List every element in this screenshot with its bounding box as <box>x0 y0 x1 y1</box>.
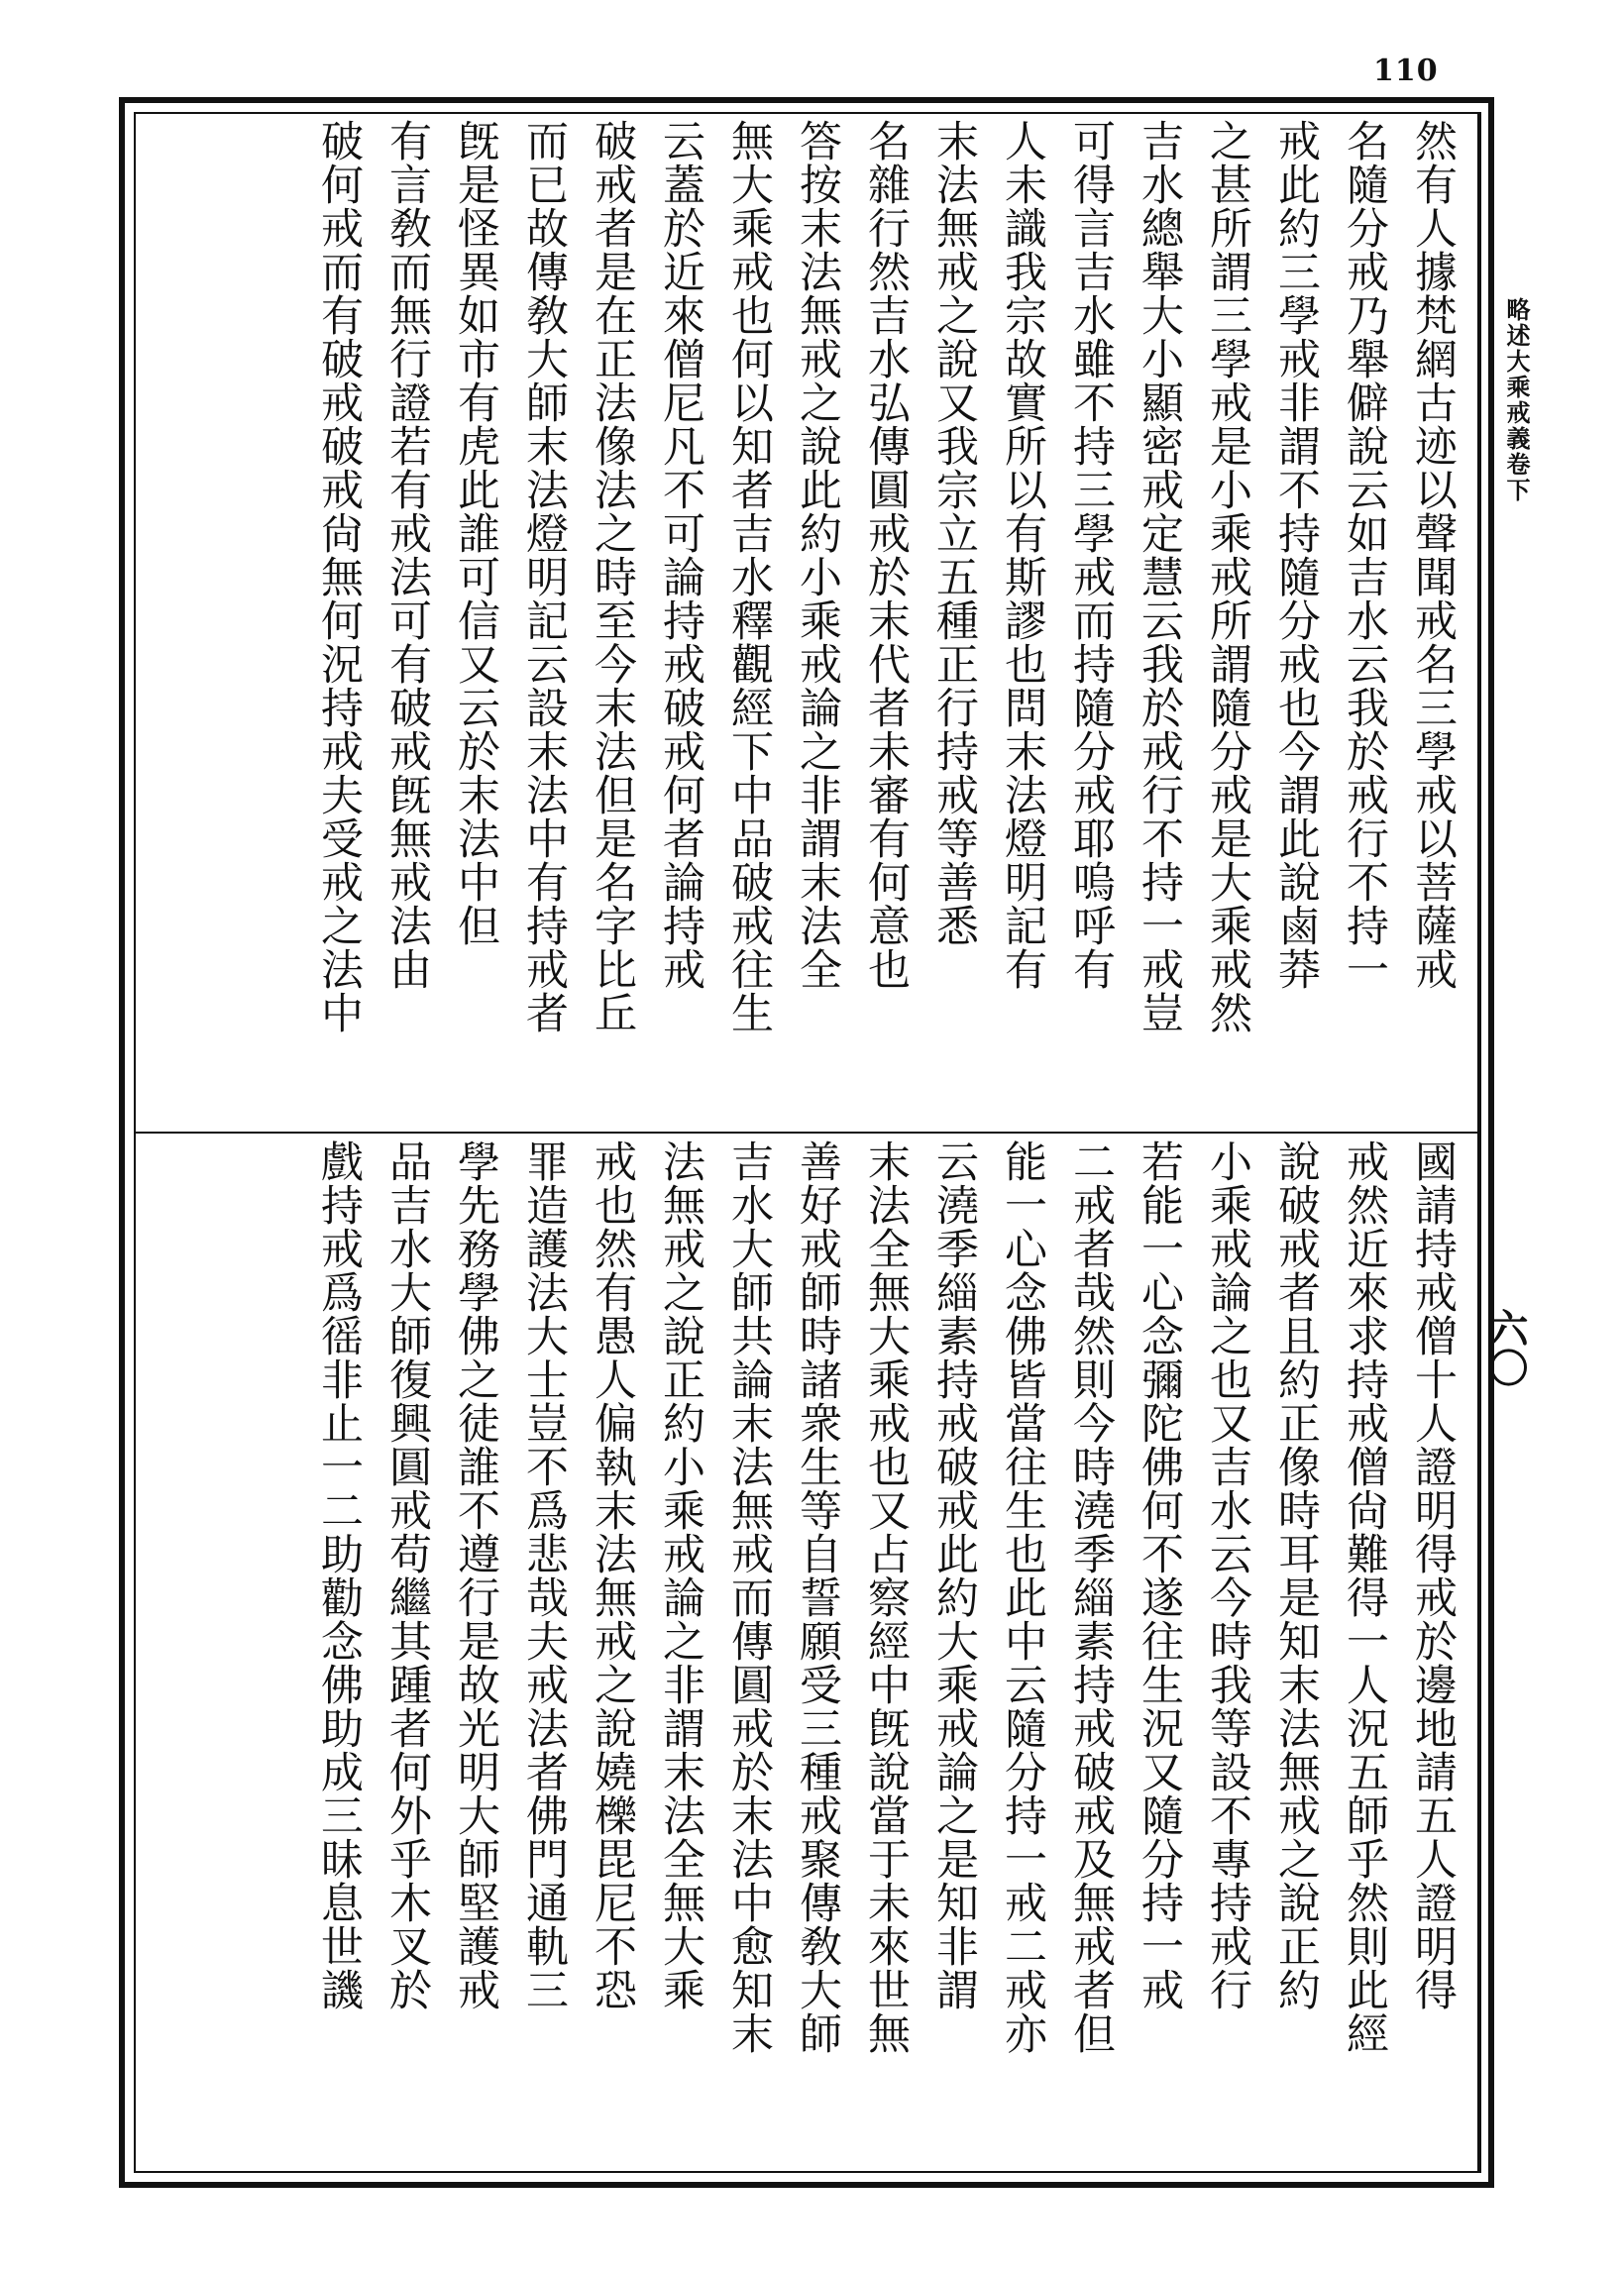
text-column: 可得言吉水雖不持三學戒而持隨分戒耶嗚呼有 <box>1066 119 1116 991</box>
text-column: 而已故傳敎大師末法燈明記云設末法中有持戒者 <box>519 119 569 1034</box>
text-column: 云蓋於近來僧尼凡不可論持戒破戒何者論持戒 <box>656 119 705 991</box>
text-column: 戒然近來求持戒僧尙難得一人況五師乎然則此經 <box>1340 1139 1389 2055</box>
text-column: 若能一心念彌陀佛何不遂往生況又隨分持一戒 <box>1135 1139 1184 2011</box>
text-column: 云澆季緇素持戒破戒此約大乘戒論之是知非謂 <box>929 1139 979 2011</box>
text-column: 名隨分戒乃舉僻說云如吉水云我於戒行不持一 <box>1340 119 1389 991</box>
text-column: 罪造護法大士豈不爲悲哉夫戒法者佛門通軌三 <box>519 1139 569 2011</box>
text-column: 末法全無大乘戒也又占察經中旣說當于未來世無 <box>861 1139 911 2055</box>
text-column: 破何戒而有破戒破戒尙無何況持戒夫受戒之法中 <box>314 119 364 1034</box>
text-column: 學先務學佛之徒誰不遵行是故光明大師堅護戒 <box>451 1139 500 2011</box>
text-column: 旣是怪異如市有虎此誰可信又云於末法中但 <box>451 119 500 947</box>
text-column: 國請持戒僧十人證明得戒於邊地請五人證明得 <box>1408 1139 1458 2011</box>
margin-rule <box>1479 112 1481 2173</box>
text-column: 無大乘戒也何以知者吉水釋觀經下中品破戒往生 <box>724 119 774 1034</box>
text-column: 戒也然有愚人偏執末法無戒之說嬈櫟毘尼不恐 <box>588 1139 637 2011</box>
text-column: 戲持戒爲徭非止一二助勸念佛助成三昧息世譏 <box>314 1139 364 2011</box>
text-column: 末法無戒之說又我宗立五種正行持戒等善悉 <box>929 119 979 947</box>
upper-text-block <box>149 119 1466 1125</box>
text-column: 二戒者哉然則今時澆季緇素持戒破戒及無戒者但 <box>1066 1139 1116 2055</box>
text-column: 品吉水大師復興圓戒苟繼其踵者何外乎木叉於 <box>382 1139 432 2011</box>
text-column: 法無戒之說正約小乘戒論之非謂末法全無大乘 <box>656 1139 705 2011</box>
text-column: 有言敎而無行證若有戒法可有破戒旣無戒法由 <box>382 119 432 991</box>
text-column: 善好戒師時諸衆生等自誓願受三種戒聚傳敎大師 <box>793 1139 842 2055</box>
page-number: 110 <box>1373 54 1439 88</box>
text-column: 能一心念佛皆當往生也此中云隨分持一戒二戒亦 <box>998 1139 1047 2055</box>
text-column: 之甚所謂三學戒是小乘戒所謂隨分戒是大乘戒然 <box>1203 119 1252 1034</box>
running-title: 略述大乘戒義卷下 <box>1502 297 1531 503</box>
text-column: 吉水大師共論末法無戒而傳圓戒於末法中愈知末 <box>724 1139 774 2055</box>
text-column: 破戒者是在正法像法之時至今末法但是名字比丘 <box>588 119 637 1034</box>
text-column: 名雜行然吉水弘傳圓戒於末代者未審有何意也 <box>861 119 911 991</box>
section-divider <box>136 1132 1477 1134</box>
text-column: 戒此約三學戒非謂不持隨分戒也今謂此說鹵莽 <box>1271 119 1321 991</box>
text-column: 答按末法無戒之說此約小乘戒論之非謂末法全 <box>793 119 842 991</box>
text-column: 吉水總舉大小顯密戒定慧云我於戒行不持一戒豈 <box>1135 119 1184 1034</box>
text-column: 人未識我宗故實所以有斯謬也問末法燈明記有 <box>998 119 1047 991</box>
leaf-number: 六〇 <box>1482 1308 1529 1387</box>
text-column: 小乘戒論之也又吉水云今時我等設不專持戒行 <box>1203 1139 1252 2011</box>
text-column: 說破戒者且約正像時耳是知末法無戒之說正約 <box>1271 1139 1321 2011</box>
lower-text-block <box>149 1139 1466 2160</box>
text-column: 然有人據梵網古迹以聲聞戒名三學戒以菩薩戒 <box>1408 119 1458 991</box>
